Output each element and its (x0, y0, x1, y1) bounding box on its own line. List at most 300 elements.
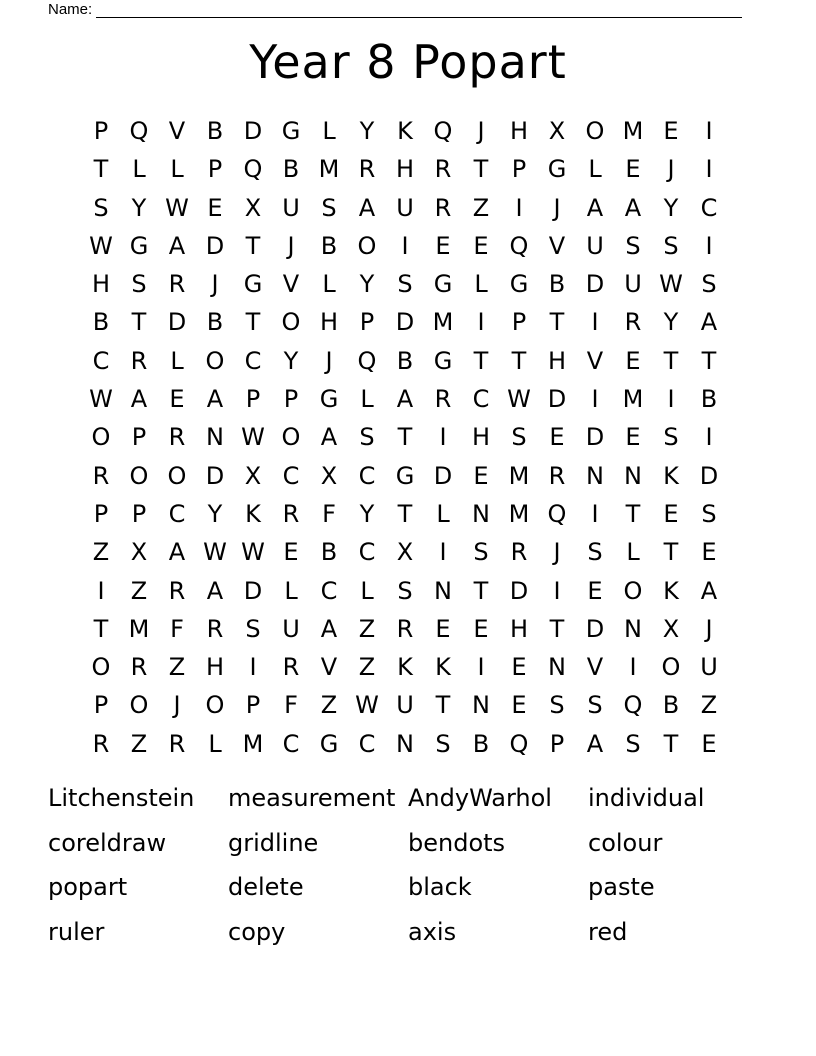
grid-letter: S (511, 423, 527, 452)
grid-letter: T (435, 691, 451, 720)
grid-letter: R (168, 576, 186, 605)
word-list-item: ruler (48, 917, 105, 946)
grid-letter: K (397, 653, 413, 682)
grid-letter: E (207, 193, 223, 222)
grid-letter: Q (433, 117, 453, 145)
grid-letter: R (168, 423, 186, 452)
grid-letter: R (168, 729, 186, 758)
grid-letter: E (511, 691, 527, 720)
word-list-item: red (588, 917, 628, 946)
grid-letter: R (206, 614, 224, 643)
grid-letter: S (587, 538, 603, 567)
grid-letter: E (663, 117, 679, 145)
grid-letter: Q (623, 691, 643, 720)
grid-letter: A (700, 308, 718, 337)
grid-letter: P (245, 385, 261, 414)
grid-letter: R (434, 193, 452, 222)
grid-letter: S (321, 193, 337, 222)
grid-letter: F (284, 691, 298, 720)
name-blank-line (96, 3, 742, 18)
grid-letter: M (622, 117, 644, 145)
grid-letter: Y (359, 270, 375, 299)
grid-letter: T (131, 308, 147, 337)
grid-letter: S (93, 193, 109, 222)
grid-letter: V (586, 346, 604, 375)
grid-letter: S (131, 270, 147, 299)
grid-letter: I (477, 308, 485, 337)
grid-letter: H (395, 155, 415, 184)
grid-letter: V (320, 653, 338, 682)
grid-letter: D (205, 461, 225, 490)
word-list-item: axis (408, 917, 457, 946)
word-list-item: popart (48, 873, 128, 901)
grid-letter: L (626, 538, 640, 567)
grid-letter: N (472, 499, 490, 528)
grid-letter: A (586, 729, 604, 758)
grid-letter: E (473, 231, 489, 260)
grid-letter: O (585, 117, 605, 145)
grid-letter: G (319, 729, 339, 758)
grid-letter: X (396, 538, 414, 567)
grid-letter: S (397, 270, 413, 299)
grid-letter: Z (358, 653, 376, 682)
grid-letter: Q (243, 155, 263, 184)
grid-letter: K (397, 117, 413, 145)
grid-letter: T (511, 346, 527, 375)
grid-letter: P (283, 385, 299, 414)
grid-letter: R (396, 614, 414, 643)
grid-letter: I (439, 538, 447, 567)
grid-letter: O (91, 423, 111, 452)
grid-letter: E (663, 499, 679, 528)
grid-letter: H (471, 423, 491, 452)
grid-letter: C (320, 576, 338, 605)
grid-letter: F (322, 499, 336, 528)
grid-letter: G (281, 117, 301, 145)
grid-letter: A (586, 193, 604, 222)
grid-letter: L (170, 155, 184, 184)
grid-letter: U (624, 270, 642, 299)
grid-letter: D (509, 576, 529, 605)
grid-letter: E (283, 538, 299, 567)
grid-letter: S (435, 729, 451, 758)
grid-letter: O (129, 691, 149, 720)
grid-letter: Z (130, 576, 148, 605)
grid-letter: T (473, 155, 489, 184)
grid-letter: C (282, 461, 300, 490)
grid-letter: G (395, 461, 415, 490)
grid-letter: O (167, 461, 187, 490)
grid-letter: D (547, 385, 567, 414)
grid-letter: P (359, 308, 375, 337)
grid-letter: B (700, 385, 718, 414)
grid-letter: B (206, 117, 224, 145)
grid-letter: I (477, 653, 485, 682)
grid-letter: P (511, 308, 527, 337)
grid-letter: M (622, 385, 644, 414)
grid-letter: P (131, 499, 147, 528)
grid-letter: E (435, 231, 451, 260)
grid-letter: H (205, 653, 225, 682)
grid-letter: X (130, 538, 148, 567)
grid-letter: Z (92, 538, 110, 567)
grid-letter: O (623, 576, 643, 605)
grid-letter: O (129, 461, 149, 490)
grid-letter: I (591, 308, 599, 337)
grid-letter: T (663, 538, 679, 567)
grid-letter: D (243, 117, 263, 145)
page-title: Year 8 Popart (249, 35, 567, 89)
grid-letter: K (435, 653, 451, 682)
grid-letter: B (548, 270, 566, 299)
grid-letter: E (625, 423, 641, 452)
grid-letter: R (434, 385, 452, 414)
grid-letter: L (322, 270, 336, 299)
grid-letter: S (701, 499, 717, 528)
grid-letter: E (169, 385, 185, 414)
grid-letter: M (318, 155, 340, 184)
grid-letter: R (358, 155, 376, 184)
grid-letter: B (320, 231, 338, 260)
grid-letter: K (663, 461, 679, 490)
grid-letter: J (173, 691, 181, 720)
grid-letter: X (320, 461, 338, 490)
grid-letter: E (701, 729, 717, 758)
grid-letter: T (93, 614, 109, 643)
word-list-item: coreldraw (48, 828, 167, 857)
grid-letter: E (549, 423, 565, 452)
grid-letter: Q (547, 499, 567, 528)
grid-letter: C (472, 385, 490, 414)
grid-letter: B (396, 346, 414, 375)
grid-letter: Z (168, 653, 186, 682)
grid-letter: E (625, 346, 641, 375)
grid-letter: I (515, 193, 523, 222)
grid-letter: E (473, 614, 489, 643)
grid-letter: R (434, 155, 452, 184)
grid-letter: M (508, 499, 530, 528)
grid-letter: L (588, 155, 602, 184)
grid-letter: D (585, 614, 605, 643)
grid-letter: I (705, 423, 713, 452)
word-list-item: bendots (408, 828, 506, 857)
grid-letter: V (548, 231, 566, 260)
grid-letter: Q (357, 346, 377, 375)
grid-letter: N (472, 691, 490, 720)
grid-letter: S (625, 729, 641, 758)
grid-letter: C (700, 193, 718, 222)
grid-letter: Z (472, 193, 490, 222)
grid-letter: C (244, 346, 262, 375)
grid-letter: U (396, 193, 414, 222)
grid-letter: A (206, 385, 224, 414)
grid-letter: I (439, 423, 447, 452)
grid-letter: E (701, 538, 717, 567)
grid-letter: C (282, 729, 300, 758)
grid-letter: T (549, 614, 565, 643)
word-list-item: paste (588, 873, 655, 901)
grid-letter: L (360, 385, 374, 414)
grid-letter: V (168, 117, 186, 145)
grid-letter: N (396, 729, 414, 758)
grid-letter: D (205, 231, 225, 260)
grid-letter: S (245, 614, 261, 643)
grid-letter: T (397, 499, 413, 528)
grid-letter: E (473, 461, 489, 490)
grid-letter: A (130, 385, 148, 414)
grid-letter: N (624, 614, 642, 643)
grid-letter: O (281, 423, 301, 452)
grid-letter: R (510, 538, 528, 567)
grid-letter: Q (509, 231, 529, 260)
grid-letter: T (245, 308, 261, 337)
grid-letter: T (701, 346, 717, 375)
grid-letter: I (591, 499, 599, 528)
grid-letter: J (477, 117, 485, 145)
grid-letter: I (667, 385, 675, 414)
word-list-item: colour (588, 828, 663, 857)
grid-letter: T (549, 308, 565, 337)
grid-letter: Y (663, 193, 679, 222)
grid-letter: P (93, 691, 109, 720)
grid-letter: G (547, 155, 567, 184)
grid-letter: A (168, 231, 186, 260)
grid-letter: I (97, 576, 105, 605)
grid-letter: Z (358, 614, 376, 643)
grid-letter: N (206, 423, 224, 452)
grid-letter: R (624, 308, 642, 337)
grid-letter: B (206, 308, 224, 337)
grid-letter: L (322, 117, 336, 145)
grid-letter: C (168, 499, 186, 528)
grid-letter: W (241, 538, 265, 567)
grid-letter: L (284, 576, 298, 605)
grid-letter: W (89, 231, 113, 260)
grid-letter: W (507, 385, 531, 414)
word-list-item: gridline (228, 828, 319, 857)
grid-letter: A (396, 385, 414, 414)
grid-letter: P (207, 155, 223, 184)
grid-letter: B (282, 155, 300, 184)
grid-letter: U (282, 614, 300, 643)
grid-letter: M (242, 729, 264, 758)
grid-letter: I (705, 155, 713, 184)
grid-letter: R (548, 461, 566, 490)
grid-letter: S (701, 270, 717, 299)
grid-letter: Z (320, 691, 338, 720)
grid-letter: V (586, 653, 604, 682)
word-list-item: AndyWarhol (408, 784, 552, 812)
grid-letter: D (585, 270, 605, 299)
grid-letter: J (667, 155, 675, 184)
grid-letter: H (509, 614, 529, 643)
grid-letter: T (625, 499, 641, 528)
grid-letter: Y (663, 308, 679, 337)
grid-letter: D (585, 423, 605, 452)
grid-letter: J (325, 346, 333, 375)
grid-letter: U (282, 193, 300, 222)
grid-letter: O (661, 653, 681, 682)
grid-letter: P (131, 423, 147, 452)
grid-letter: G (433, 270, 453, 299)
grid-letter: O (281, 308, 301, 337)
grid-letter: R (130, 653, 148, 682)
grid-letter: K (663, 576, 679, 605)
grid-letter: O (205, 691, 225, 720)
grid-letter: W (165, 193, 189, 222)
grid-letter: N (624, 461, 642, 490)
grid-letter: T (663, 346, 679, 375)
grid-letter: B (662, 691, 680, 720)
grid-letter: D (395, 308, 415, 337)
grid-letter: C (358, 461, 376, 490)
grid-letter: L (474, 270, 488, 299)
grid-letter: A (168, 538, 186, 567)
grid-letter: P (93, 499, 109, 528)
grid-letter: T (473, 346, 489, 375)
grid-letter: I (705, 231, 713, 260)
grid-letter: P (93, 117, 109, 145)
grid-letter: X (244, 193, 262, 222)
grid-letter: C (92, 346, 110, 375)
grid-letter: H (319, 308, 339, 337)
grid-letter: M (128, 614, 150, 643)
grid-letter: O (357, 231, 377, 260)
grid-letter: I (249, 653, 257, 682)
grid-letter: B (320, 538, 338, 567)
word-list (48, 776, 768, 954)
word-list-item: copy (228, 917, 286, 946)
word-list-item: Litchenstein (48, 784, 195, 812)
grid-letter: L (360, 576, 374, 605)
grid-letter: W (203, 538, 227, 567)
grid-letter: F (170, 614, 184, 643)
grid-letter: R (92, 729, 110, 758)
grid-letter: H (91, 270, 111, 299)
grid-letter: A (320, 614, 338, 643)
grid-letter: G (319, 385, 339, 414)
grid-letter: H (509, 117, 529, 145)
grid-letter: T (473, 576, 489, 605)
grid-letter: O (205, 346, 225, 375)
grid-letter: C (358, 729, 376, 758)
grid-letter: P (511, 155, 527, 184)
grid-letter: W (659, 270, 683, 299)
grid-letter: I (591, 385, 599, 414)
grid-letter: L (132, 155, 146, 184)
grid-letter: L (208, 729, 222, 758)
grid-letter: D (433, 461, 453, 490)
grid-letter: U (586, 231, 604, 260)
grid-letter: S (397, 576, 413, 605)
grid-letter: I (629, 653, 637, 682)
grid-letter: O (91, 653, 111, 682)
grid-letter: S (587, 691, 603, 720)
grid-letter: Z (700, 691, 718, 720)
grid-letter: R (282, 653, 300, 682)
grid-letter: K (245, 499, 261, 528)
grid-letter: I (401, 231, 409, 260)
grid-letter: S (549, 691, 565, 720)
grid-letter: S (625, 231, 641, 260)
word-list-item: delete (228, 873, 304, 901)
grid-letter: Z (130, 729, 148, 758)
grid-letter: M (432, 308, 454, 337)
grid-letter: N (434, 576, 452, 605)
grid-letter: Q (509, 729, 529, 758)
grid-letter: A (700, 576, 718, 605)
grid-letter: X (662, 614, 680, 643)
grid-letter: E (511, 653, 527, 682)
grid-letter: B (472, 729, 490, 758)
grid-letter: I (705, 117, 713, 145)
name-field (48, 0, 742, 18)
grid-letter: P (549, 729, 565, 758)
grid-letter: U (396, 691, 414, 720)
grid-letter: W (355, 691, 379, 720)
grid-letter: L (170, 346, 184, 375)
grid-letter: Y (283, 346, 299, 375)
grid-letter: Q (129, 117, 149, 145)
grid-letter: Y (207, 499, 223, 528)
word-list-item: black (408, 873, 472, 901)
grid-letter: P (245, 691, 261, 720)
grid-letter: D (699, 461, 719, 490)
grid-letter: U (700, 653, 718, 682)
grid-letter: R (130, 346, 148, 375)
grid-letter: R (168, 270, 186, 299)
grid-letter: D (243, 576, 263, 605)
grid-letter: A (206, 576, 224, 605)
grid-letter: G (129, 231, 149, 260)
grid-letter: R (282, 499, 300, 528)
grid-letter: E (625, 155, 641, 184)
grid-letter: A (358, 193, 376, 222)
grid-letter: B (92, 308, 110, 337)
grid-letter: E (435, 614, 451, 643)
grid-letter: J (705, 614, 713, 643)
grid-letter: Y (359, 499, 375, 528)
grid-letter: T (397, 423, 413, 452)
grid-letter: J (287, 231, 295, 260)
grid-letter: X (548, 117, 566, 145)
grid-letter: G (433, 346, 453, 375)
grid-letter: D (167, 308, 187, 337)
grid-letter: S (473, 538, 489, 567)
grid-letter: X (244, 461, 262, 490)
letter-grid (82, 112, 728, 763)
grid-letter: G (509, 270, 529, 299)
grid-letter: G (243, 270, 263, 299)
grid-letter: T (663, 729, 679, 758)
word-list-item: measurement (228, 784, 396, 812)
grid-letter: S (663, 231, 679, 260)
grid-letter: L (436, 499, 450, 528)
grid-letter: A (624, 193, 642, 222)
name-label: Name: (48, 1, 93, 18)
grid-letter: N (586, 461, 604, 490)
grid-letter: Y (359, 117, 375, 145)
grid-letter: W (241, 423, 265, 452)
grid-letter: S (359, 423, 375, 452)
grid-letter: N (548, 653, 566, 682)
grid-letter: I (553, 576, 561, 605)
grid-letter: A (320, 423, 338, 452)
grid-letter: H (547, 346, 567, 375)
grid-letter: V (282, 270, 300, 299)
grid-letter: R (92, 461, 110, 490)
grid-letter: T (93, 155, 109, 184)
